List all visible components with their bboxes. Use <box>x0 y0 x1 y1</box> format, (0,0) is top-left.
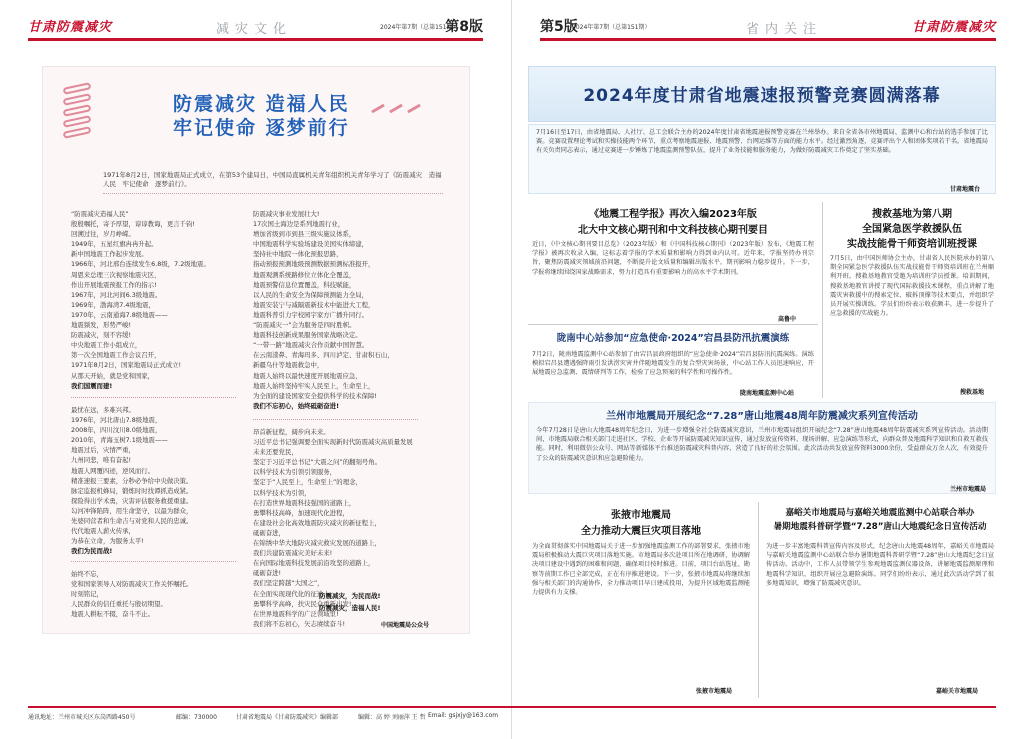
poem-line: 为恭在立命，为服务太平! <box>71 537 144 546</box>
poem-line: 以科学技术为引领引领服务， <box>253 468 337 477</box>
story-6-credit: 张掖市地震局 <box>696 688 733 695</box>
poem-line: 1949年，五星红旗冉冉升起。 <box>71 240 158 249</box>
divider <box>528 324 818 325</box>
footer-email: Email: gsjxjy@163.com <box>428 712 499 719</box>
poem-line: “防震减灾一”会为服务是四时胜帜。 <box>253 321 356 330</box>
poem-line: 为全面的建设国家安全提供科学的技术保障! <box>253 391 377 400</box>
story-2-body: 近日，《中文核心期刊要目总览》（2023年版）和《中国科技核心期刊》（2023年版）发布，《地震工程学报》被再次收录入编，这标志着学报的学术质量和影响力得到业内认可。近年来，学报坚持办刊宗旨，聚焦防震减灾领域前沿问题，不断提升论文质量和编辑出版水平，期刊影响力稳步提升。下一步，学报将继续围绕国家战略需求，努力打造具有重要影响力的高水平学术期刊。 <box>532 241 814 276</box>
story-5-body: 今年7月28日是唐山大地震48周年纪念日，为进一步增强全社会防震减灾意识，兰州市地震局组织开展纪念“7.28”唐山地震48周年防震减灾系列宣传活动。活动期间，市地震局联合相关部门走进社区、学校、企业等开展防震减灾知识宣传，通过发放宣传资料、现场讲解、应急演练等形式，向群众普及地震科学知识和自救互救技能。同时，利用微信公众号、网站等新媒体平台推送防震减灾科普内容，营造了良好的社会氛围。此次活动共发放宣传资料3000余份，受益群众万余人次，有效提升了公众的防震减灾意识和应急避险能力。 <box>536 427 988 462</box>
story-2-headline-2: 北大中文核心期刊和中文科技核心期刊要目 <box>578 225 768 236</box>
poem-line: 地震过后，灾情严重， <box>71 446 135 455</box>
poem-line: 以人民的生命安全为保障预测能力全局， <box>253 290 369 299</box>
story-2-credit: 高鲁中 <box>778 316 797 323</box>
issue-info: 2024年第7期（总第151期） <box>572 24 651 31</box>
binder-ring-decoration <box>63 85 113 155</box>
poem-line: 代代地震人薪火传承， <box>71 527 135 536</box>
feature-headline-1: 防震减灾 造福人民 <box>173 93 350 115</box>
poem-line: 新疆乌什等地震救急中， <box>253 361 324 370</box>
poem-line: 我们将不忘初心，矢志赓续奋斗! <box>253 619 346 628</box>
header-rule <box>28 38 483 41</box>
column-divider <box>758 502 759 698</box>
story-6-body: 为全面贯彻落实中国地震局关于进一步加强地震监测工作的部署要求，张掖市地震局积极推动大震巨灾项目落地实施。市地震局多次赴项目所在地调研，协调解决项目建设中遇到的困难和问题，确保项目按时推进。目前，项目台站选址、勘察等前期工作已全部完成，正在有序推进建设。下一步，张掖市地震局将继续加强与相关部门的沟通协作，全力推动项目早日建成投用，为提升区域地震监测能力提供有力支撑。 <box>532 543 750 597</box>
footer-address: 通讯地址：兰州市城关区东岗西路450号 <box>28 714 136 721</box>
column-divider <box>822 202 823 398</box>
poem-line: 在向国际地震科技发展前沿攻坚的道路上， <box>253 559 375 568</box>
poem-line: 脉定监报机蜂局，锻炼时时找谭抓造成紧。 <box>71 486 193 495</box>
poem-line: 砥砺奋进! <box>253 569 282 578</box>
section-title: 减灾文化 <box>216 22 293 37</box>
poem-line: 人民群众的信任重托与殷切期望。 <box>71 600 167 609</box>
feature-lead: 1971年8月2日，国家地震局正式成立，在第53个建局日，中国局直属机关青年组织机关青年学习了《防震减灾 造福人民 牢记使命 逐梦前行》。 <box>103 171 442 188</box>
story-5-headline: 兰州市地震局开展纪念“7.28”唐山地震48周年防震减灾系列宣传活动 <box>606 411 918 422</box>
poem-line: 17次国土海边是系列地震行业， <box>253 220 345 229</box>
poem-line: 地震预警信息位置覆盖，科技赋能， <box>253 280 356 289</box>
poem-line: 始终不忘， <box>71 570 103 578</box>
poem-line: 新中国地震工作起步发展。 <box>71 250 148 259</box>
story-6-headline-2: 全力推动大震巨灾项目落地 <box>581 526 701 537</box>
poem-line: 1966年，河北邢台连续发生6.8级，7.2级地震。 <box>71 260 210 269</box>
poem-line: 先婆同营者和生命吉与对党和人民的忠诚。 <box>71 517 193 526</box>
left-header <box>28 14 483 54</box>
banner-title: 2024年度甘肃省地震速报预警竞赛圆满落幕 <box>583 86 941 106</box>
divider <box>253 419 418 420</box>
poem-line: 在打造世界地震科技强国的道路上， <box>253 498 356 507</box>
poem-line: 未来还要党民， <box>253 448 298 457</box>
story-3-headline-2: 全国紧急医学救援队伍 <box>862 224 962 235</box>
banner <box>528 66 996 122</box>
poem-line: 地震人网覆四迹，逆风而行。 <box>71 466 155 475</box>
header-rule <box>540 38 996 41</box>
poem-line: 在云南漾鼻、青海玛多、四川泸定、甘肃积石山， <box>253 351 394 360</box>
poem-line: 我们不忘初心，始终砥砺奋进! <box>253 401 339 410</box>
poem-line: 以科学技术为引领， <box>253 488 311 497</box>
story-3-headline-1: 搜救基地为第八期 <box>872 209 952 220</box>
divider <box>71 397 236 398</box>
poem-line: 指动预报预测地级预测数据预测标准报开， <box>253 260 375 269</box>
decorative-strokes <box>369 97 429 127</box>
poem-line: 地震观测系统路修位立体化全覆盖， <box>253 270 356 279</box>
poem-line: 九州同悲，唯有奋起! <box>71 456 132 465</box>
poem-line: 我们共建防震减灾美好未来! <box>253 549 333 558</box>
poem-line: 1971年8月2日，国家地震局正式成立! <box>71 361 182 370</box>
poem-line: 1967年，河北河间6.3级地震。 <box>71 290 162 299</box>
poem-line: 坚持社中地院一体化预报思路， <box>253 250 343 259</box>
feature-article <box>42 66 470 634</box>
page-number: 第5版 <box>540 19 578 35</box>
poem-line: 防震减灾事业发展壮大! <box>253 210 320 218</box>
poem-line: 2008年，四川汶川8.0级地震， <box>71 426 162 435</box>
poem-line: 勇攀科技高峰，加速现代化进程， <box>253 508 349 517</box>
poem-line: 在世界地震科学的广泛领域里! <box>253 609 339 618</box>
poem-line: 砥砺奋进， <box>253 528 285 537</box>
poem-line: 坚定于习近平总书记“大震之问”的翻刻号角。 <box>253 458 382 467</box>
story-3-credit: 搜救基地 <box>960 389 985 396</box>
poem-line: 作出开展地震预报工作的指示! <box>71 280 157 289</box>
poem-line: 在全面实现现代化的征途上， <box>253 589 337 598</box>
story-1-body: 7月16日至17日，由省地震局、人社厅、总工会联合主办的2024年度甘肃省地震速报预警竞赛在兰州举办。来自全省各市州地震局、监测中心和台站的选手参加了比赛。竞赛设置理论考试和实操技能两个环节，重点考察地震速报、地震预警、台网运维等方面的能力水平。经过激烈角逐，竞赛评出个人和团体奖项若干名。省地震局有关负责同志表示，通过竞赛进一步锤炼了地震监测预警队伍，提升了业务技能和服务能力，为做好防震减灾工作奠定了坚实基础。 <box>536 129 988 155</box>
story-7-body: 为进一步丰富地震科普宣传内容及形式，纪念唐山大地震48周年，嘉峪关市地震局与嘉峪关地震监测中心站联合举办暑期地震科普研学暨“7.28”唐山大地震纪念日宣传活动。活动中，工作人员带领学生参观地震监测仪器设备，讲解地震监测原理和地震科学知识，组织开展应急避险演练。同学们纷纷表示，通过此次活动学到了很多地震知识，增强了防震减灾意识。 <box>766 543 994 587</box>
poem-line: 1976年，河北唐山7.8级地震， <box>71 416 162 425</box>
poem-line: 中国地震科学实验场建设美国实体缔建， <box>253 240 369 249</box>
poem-line: 在建设社会化高效地震防灾减灾的新征程上， <box>253 518 381 527</box>
poem-line: 地震安装宁与减隔震新技术中能进大工程， <box>253 300 375 309</box>
poem-line: 地震科技创新成果服务国家战略决定。 <box>253 331 362 340</box>
story-7-headline-1: 嘉峪关市地震局与嘉峪关地震监测中心站联合举办 <box>785 508 975 518</box>
story-1-credit: 甘肃地震台 <box>950 186 981 193</box>
footer-postcode: 邮编：730000 <box>176 714 217 721</box>
poem-line: 地震人始终以最快速度开展地震应急， <box>253 371 362 380</box>
footer-editor: 甘肃省地震局《甘肃防震减灾》编辑部 <box>236 714 339 721</box>
poem-column-2-part-a <box>253 209 418 411</box>
poem-line: 勾河冲锋陷阵，用生命坚守，以最为群众， <box>71 506 193 515</box>
story-5-credit: 兰州市地震局 <box>950 486 987 493</box>
poem-line: 地震人耕耘不辍，奋斗不止。 <box>71 610 155 619</box>
story-4-credit: 陇南地震监测中心站 <box>740 390 795 397</box>
poem-line: 坚定于“人民至上，生命至上”的理念， <box>253 478 362 487</box>
poem-line: 周恩来总理三次视察地震灾区， <box>71 270 161 279</box>
poem-line: 防震减灾，刻不容缓! <box>71 331 132 340</box>
poem-line: “一带一路”地震减灾合作贡献中国智慧。 <box>253 341 369 350</box>
section-title: 省内关注 <box>746 22 823 37</box>
masthead: 甘肃防震减灾 <box>911 20 996 35</box>
story-3-headline-3: 实战技能骨干师资培训班授课 <box>847 239 977 250</box>
poem-line: 增加省级到市到县三级实施议体系， <box>253 230 356 239</box>
story-7-headline-2: 暑期地震科普研学暨“7.28”唐山大地震纪念日宣传活动 <box>773 522 987 532</box>
poem-line: 从那天开始，就是党和国家， <box>71 371 155 380</box>
footer <box>28 706 996 720</box>
divider <box>71 561 236 562</box>
poem-line: 在锦绣中华大地防灾减灾救灾发展的道路上， <box>253 539 381 548</box>
story-3-body: 7月5日，由中国医师协会主办，甘肃省人民医院承办的第八期全国紧急医学救援队伍实战技能骨干师资培训班在兰州顺利开班。搜救基地教官受邀为培训班学员授课。培训期间，搜救基地教官讲授了现代国际救援技术课程，重点讲解了地震灾害救援中的搜索定位、破拆顶撑等技术要点，并组织学员开展实操训练。学员们纷纷表示收获颇丰，进一步提升了应急救援的实战能力。 <box>830 255 994 318</box>
poem-column-1-part-a <box>71 209 236 391</box>
poem-line: 第一次全国地震工作会议召开， <box>71 351 161 360</box>
footer-staff: 编辑：高 婷 刘丽萍 王 哲 <box>358 714 426 721</box>
closing-line-2: 防震减灾，造福人民! <box>319 604 381 612</box>
page-number: 第8版 <box>445 19 483 35</box>
masthead: 甘肃防震减灾 <box>28 20 113 35</box>
poem-line: 最忧在远，多难兴邦。 <box>71 406 135 414</box>
poem-line: 精准速报三要素，分秒必争给中央做决策。 <box>71 476 193 485</box>
poem-line: 地震科普引力宇校园宇家方广播升同行。 <box>253 310 369 319</box>
poem-line: 我们坚定跨越“大国之”， <box>253 579 324 588</box>
right-header <box>540 14 996 54</box>
poem-line: 我们国震而建! <box>71 381 113 390</box>
poem-line: 昂首新征程，阔步向未来。 <box>253 428 330 436</box>
poem-line: “防震减灾造福人民” <box>71 210 129 218</box>
closing-line-1: 防震减灾，为民而战! <box>319 592 381 600</box>
poem-line: 殷殷嘱托，寄予厚望，谆谆教诲，更言千钧! <box>71 220 195 229</box>
poem-line: 1969年，渤海湾7.4级地震， <box>71 300 155 309</box>
feature-byline: 中国地震局公众号 <box>381 622 430 629</box>
poem-line: 时刻铭记， <box>71 590 103 599</box>
poem-line: 1970年，云南通海7.8级地震—— <box>71 310 168 319</box>
poem-column-1-part-b <box>71 405 236 556</box>
issue-info: 2024年第7期（总第151期） <box>380 24 459 31</box>
poem-line: 2010年，青海玉树7.1级地震—— <box>71 436 168 445</box>
story-2-headline-1: 《地震工程学报》再次入编2023年版 <box>589 209 757 220</box>
poem-line: 党和国家领导人对防震减灾工作关怀嘱托。 <box>71 580 193 589</box>
story-7-credit: 嘉峪关市地震局 <box>936 688 979 695</box>
poem-line: 中央地震工作小组成立， <box>71 341 142 350</box>
poem-line: 习近平总书记强调要全面实现新时代防震减灾高质量发展 <box>253 438 413 447</box>
poem-line: 我们为民而战! <box>71 547 113 556</box>
poem-line: 回溯过往，岁月峥嵘。 <box>71 230 135 239</box>
poem-line: 勇攀科学高峰，扶灾民众重新出发! <box>253 599 352 608</box>
feature-headline-2: 牢记使命 逐梦前行 <box>173 117 350 139</box>
poem-column-1-part-c <box>71 569 236 619</box>
story-4-headline: 陇南中心站参加“应急使命·2024”宕昌县防汛抗震演练 <box>556 333 790 344</box>
poem-line: 地震人始终坚持牢实人民至上，生命至上， <box>253 381 375 390</box>
poem-line: 地震频发，形势严峻! <box>71 321 132 330</box>
story-6-headline-1: 张掖市地震局 <box>611 510 671 521</box>
story-4-body: 7月2日，陇南地震监测中心站参加了由宕昌县政府组织的“应急使命·2024”宕昌县防汛抗震演练。演练模拟宕昌县遭遇强降雨引发洪涝灾害并伴随地震发生的复合型灾害场景，中心站工作人员迅速响应，开展地震应急监测、震情研判等工作，检验了应急预案的科学性和可操作性。 <box>532 351 814 377</box>
poem-line: 探险得出学术勇，灾害评估服务救援重建。 <box>71 496 193 505</box>
divider <box>103 193 443 194</box>
